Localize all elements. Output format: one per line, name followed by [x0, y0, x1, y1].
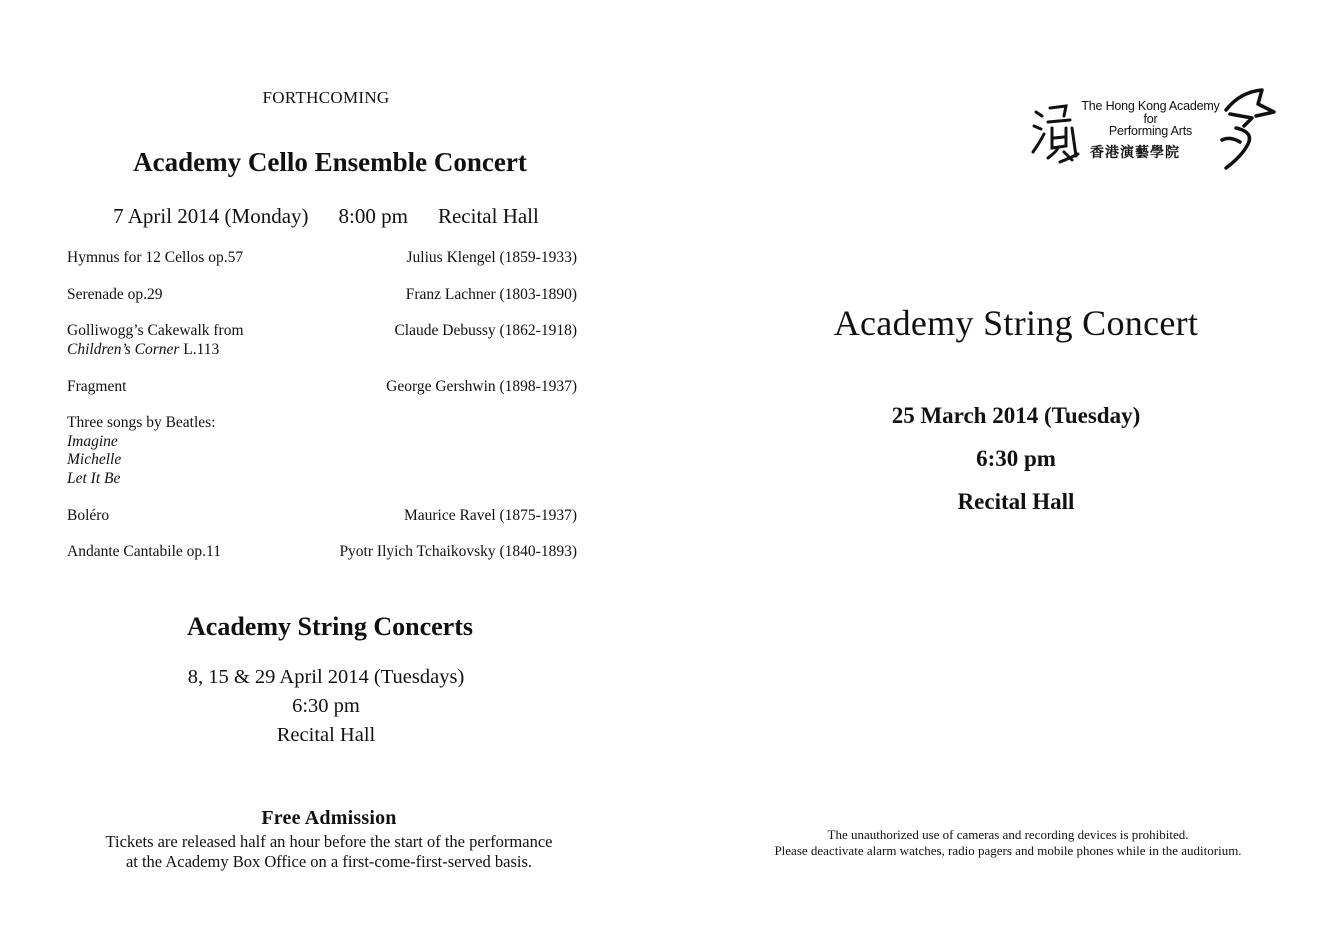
program-work: Serenade op.29: [67, 286, 163, 303]
cello-concert-title: Academy Cello Ensemble Concert: [133, 147, 527, 177]
cello-concert-venue: Recital Hall: [437, 204, 539, 228]
left-panel: [0, 0, 660, 949]
program-work: Andante Cantabile op.11: [67, 543, 221, 560]
string-concerts-venue: Recital Hall: [276, 724, 376, 746]
main-concert-date: 25 March 2014 (Tuesday): [891, 403, 1141, 428]
program-composer: Pyotr Ilyich Tchaikovsky (1840-1893): [339, 543, 577, 560]
program-work: Hymnus for 12 Cellos op.57: [67, 249, 244, 266]
right-panel: [660, 0, 1343, 949]
logo-chinese-text: 香港演藝學院: [1090, 145, 1180, 161]
program-composer: Julius Klengel (1859-1933): [406, 249, 577, 266]
song-title: Michelle: [67, 451, 122, 468]
cello-concert-date: 7 April 2014 (Monday): [113, 204, 309, 228]
song-title: Let It Be: [67, 469, 121, 487]
free-admission-text: [0, 832, 658, 871]
program-work: Fragment: [67, 378, 127, 395]
notice-line2: Please deactivate alarm watches, radio pagers and mobile phones while in the auditorium.: [774, 843, 1242, 858]
auditorium-notice: [660, 827, 1343, 859]
string-concerts-time: 6:30 pm: [292, 695, 360, 717]
cello-concert-time: 8:00 pm: [338, 204, 408, 228]
notice-line1: The unauthorized use of cameras and recording devices is prohibited.: [827, 827, 1189, 842]
main-concert-venue: Recital Hall: [957, 489, 1075, 514]
string-concerts-title: Academy String Concerts: [187, 612, 473, 641]
program-work: [67, 414, 367, 488]
main-concert-time: 6:30 pm: [976, 446, 1056, 471]
program-composer: Maurice Ravel (1875-1937): [403, 507, 577, 524]
logo-line1: The Hong Kong Academy: [1081, 99, 1220, 113]
cello-concert-info: [0, 204, 652, 229]
free-admission-line2: at the Academy Box Office on a first-come-first-served basis.: [125, 851, 533, 871]
program-work-suffix: L.113: [179, 340, 220, 358]
string-concerts-dates: 8, 15 & 29 April 2014 (Tuesdays): [187, 666, 465, 688]
main-concert-info: [660, 394, 1343, 523]
program-work-line2: [67, 341, 367, 360]
logo-line2: for: [1143, 111, 1158, 126]
program-work: Boléro: [67, 507, 110, 524]
program-work-line1: Golliwogg’s Cakewalk from: [67, 322, 244, 339]
program-work-italic: Children’s Corner: [67, 340, 180, 358]
free-admission-title: Free Admission: [261, 807, 397, 829]
song-title: Imagine: [67, 432, 118, 450]
logo-line3: Performing Arts: [1108, 124, 1193, 138]
free-admission-line1: Tickets are released half an hour before the start of the performance: [105, 832, 553, 851]
program-composer: Franz Lachner (1803-1890): [405, 286, 577, 303]
logo-english-text: [1078, 100, 1223, 138]
forthcoming-label: FORTHCOMING: [262, 88, 390, 107]
string-concerts-info: [0, 663, 652, 750]
main-concert-title: Academy String Concert: [833, 303, 1199, 343]
hkapa-logo: [1030, 82, 1280, 182]
program-work-line1: Three songs by Beatles:: [67, 414, 216, 431]
program-composer: Claude Debussy (1862-1918): [394, 322, 577, 339]
program-composer: George Gershwin (1898-1937): [386, 378, 577, 395]
program-work: [67, 322, 367, 359]
